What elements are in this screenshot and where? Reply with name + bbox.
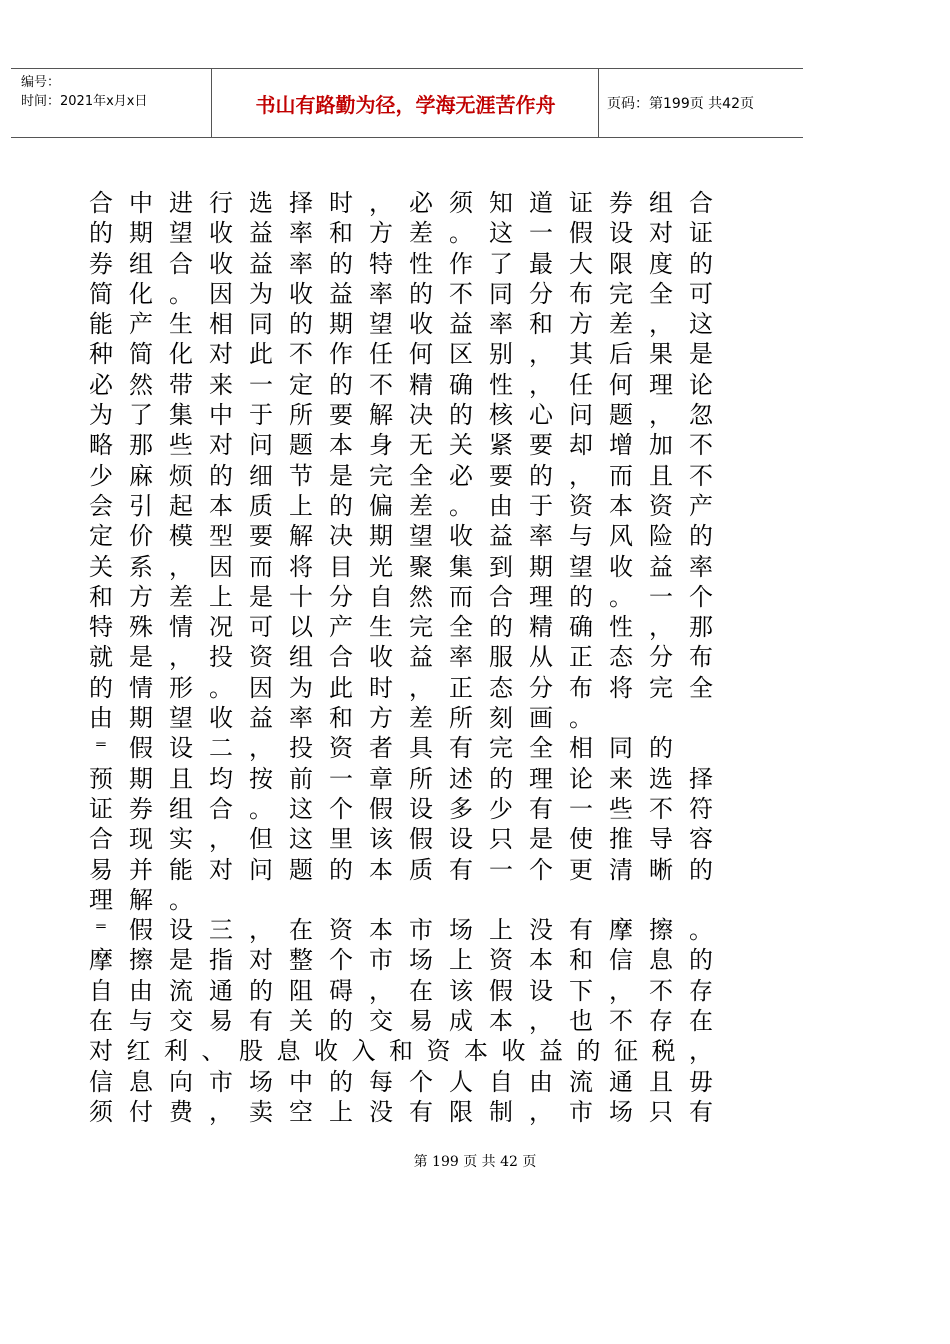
text-line: 种 简 化 对 此 不 作 任 何 区 别 ， 其 后 果 是	[89, 340, 713, 369]
page-header	[11, 68, 803, 138]
text-line: 特 殊 情 况 可 以 产 生 完 全 的 精 确 性 ， 那	[89, 613, 713, 642]
document-body	[88, 188, 748, 1127]
text-line: 略 那 些 对 问 题 本 身 无 关 紧 要 却 增 加 不	[89, 431, 713, 460]
text-line: 对 红 利 、 股 息 收 入 和 资 本 收 益 的 征 税 ，	[89, 1037, 713, 1066]
text-line: 定 价 模 型 要 解 决 期 望 收 益 率 与 风 险 的	[89, 522, 713, 551]
text-line: 合 中 进 行 选 择 时 ， 必 须 知 道 证 券 组 合	[89, 189, 713, 217]
text-line: 简 化 。 因 为 收 益 率 的 不 同 分 布 完 全 可	[89, 279, 713, 308]
text-line: 在 与 交 易 有 关 的 交 易 成 本 ， 也 不 存 在	[89, 1007, 713, 1036]
header-motto: 书山有路勤为径，学海无涯苦作舟	[213, 69, 599, 137]
text-line: 就 是 ， 投 资 组 合 收 益 率 服 从 正 态 分 布	[89, 643, 713, 672]
text-line: 证 券 组 合 。 这 个 假 设 多 少 有 一 些 不 符	[89, 794, 713, 823]
text-line: 关 系 ， 因 而 将 目 光 聚 集 到 期 望 收 益 率	[89, 552, 713, 581]
header-meta	[11, 69, 212, 137]
page-footer: 第 199 页 共 42 页	[413, 1154, 537, 1170]
text-line: 和 方 差 上 是 十 分 自 然 而 合 理 的 。 一 个	[89, 582, 713, 611]
text-line: 摩 擦 是 指 对 整 个 市 场 上 资 本 和 信 息 的	[89, 946, 713, 975]
text-line: 由 期 望 收 益 率 和 方 差 所 刻 画 。	[89, 704, 593, 733]
text-line: 必 然 带 来 一 定 的 不 精 确 性 ， 任 何 理 论	[89, 370, 713, 399]
text-line: 少 麻 烦 的 细 节 是 完 全 必 要 的 ， 而 且 不	[89, 461, 713, 490]
header-page-info: 页码：第199页 共42页	[607, 96, 754, 112]
date-label: 时间：2021年x月x日	[21, 94, 148, 109]
text-line: 自 由 流 通 的 阻 碍 ， 在 该 假 设 下 ， 不 存	[89, 976, 713, 1005]
text-line: 易 并 能 对 问 题 的 本 质 有 一 个 更 清 晰 的	[89, 855, 713, 884]
text-line: 能 产 生 相 同 的 期 望 收 益 率 和 方 差 ， 这	[89, 310, 713, 339]
text-line: 会 引 起 本 质 上 的 偏 差 。 由 于 资 本 资 产	[89, 491, 713, 520]
text-line: 的 期 望 收 益 率 和 方 差 。 这 一 假 设 对 证	[89, 219, 713, 248]
text-line: 预 期 且 均 按 前 一 章 所 述 的 理 论 来 选 择	[89, 764, 713, 793]
code-label: 编号：	[21, 75, 61, 90]
text-line: 的 情 形 。 因 为 此 时 ， 正 态 分 布 将 完 全	[89, 673, 713, 702]
text-line: 理 解 。	[89, 885, 193, 914]
text-line: 须 付 费 ， 卖 空 上 没 有 限 制 ， 市 场 只 有	[89, 1097, 713, 1126]
text-line: 券 组 合 收 益 率 的 特 性 作 了 最 大 限 度 的	[89, 249, 713, 278]
text-line: 为 了 集 中 于 所 要 解 决 的 核 心 问 题 ， 忽	[89, 401, 713, 430]
text-line: ⁼ 假 设 三 ， 在 资 本 市 场 上 没 有 摩 擦 。	[94, 916, 713, 945]
text-line: 合 现 实 ， 但 这 里 该 假 设 只 是 使 推 导 容	[89, 825, 713, 854]
text-line: 信 息 向 市 场 中 的 每 个 人 自 由 流 通 且 毋	[89, 1067, 713, 1096]
text-line: ⁼ 假 设 二 ， 投 资 者 具 有 完 全 相 同 的	[94, 734, 673, 763]
